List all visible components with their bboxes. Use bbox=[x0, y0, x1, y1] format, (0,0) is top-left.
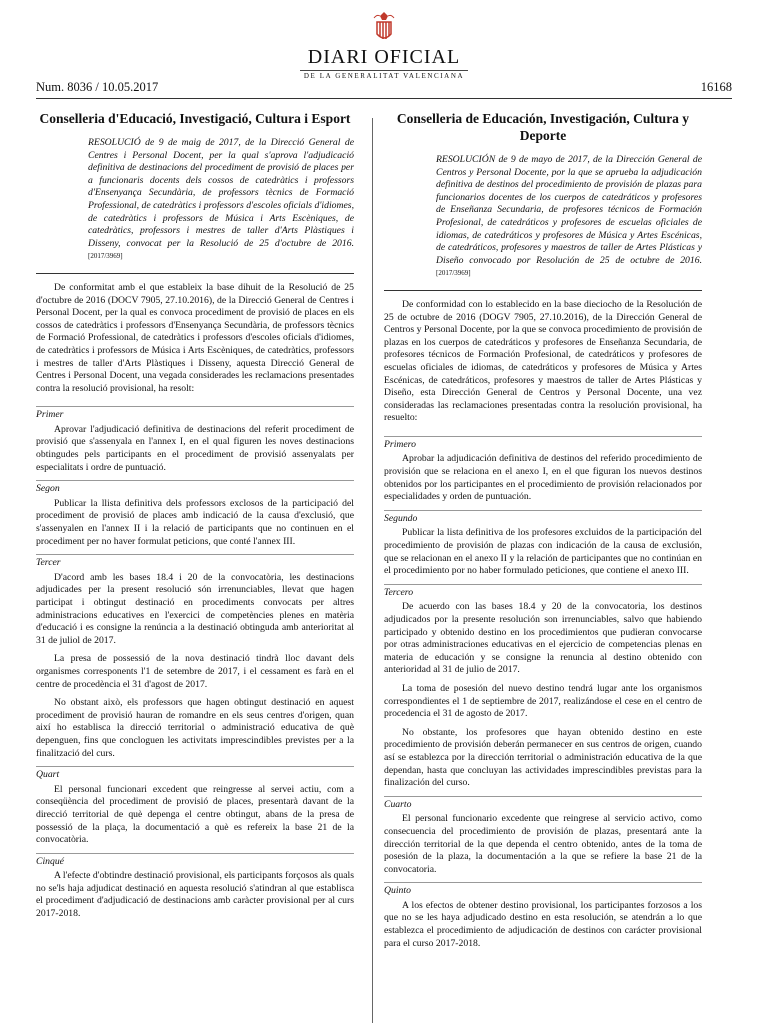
section-heading: Tercero bbox=[384, 584, 702, 600]
valencian-column bbox=[36, 110, 354, 927]
intro-paragraph: De conformidad con lo establecido en la base dieciocho de la Resolución de 25 de octubre de 2016 (DOGV 7905, 27.10.2016), de la Dirección General de Centros y Personal Docente, por la que se convoca procedimiento de provisión de plazas en los cuerpos de catedráticos y profesores de Enseñanza Secundaria, de profesores técnicos de Formación Profesional, de catedráticos y profesores de escuelas oficiales de idiomas, de catedráticos y profesores de Música y Artes Escénicas, de catedráticos, profesores y maestros de taller de Artes Plásticas y Diseño, esta Dirección General de Centros y Personal Docente, una vez consideradas las reclamaciones presentadas contra la resolución provisional, ha resuelto: bbox=[384, 298, 702, 424]
section-paragraph: No obstant això, els professors que hagen obtingut destinació en aquest procediment de provisió hauran de romandre en els seus centres d'origen, quan així ho establisca la direcció territorial o administració educativa de què depenguen, fins que concloguen les activitats imprescindibles previstes per a la finalització del curs. bbox=[36, 697, 354, 759]
section-paragraph: La presa de possessió de la nova destinació tindrà lloc davant dels organismes corresponents l'1 de setembre de 2017, i el cessament es farà en el centre de procedència el 31 d'agost de 2017. bbox=[36, 653, 354, 690]
sections bbox=[384, 436, 702, 950]
resolution-text: RESOLUCIÓN de 9 de mayo de 2017, de la Dirección General de Centros y Personal Docente, por la que se aprueba la adjudicación definitiva de destinos del procedimiento de provisión de plazas para funcionarios docentes de los cuerpos de catedráticos y profesores de Enseñanza Secundaria, de profesores técnicos de Formación Profesional, de catedráticos y profesores de escuelas oficiales de idiomas, de catedráticos y profesores de Música y Artes Escénicas, de catedráticos, profesores y maestros de taller de Artes Plásticas y Diseño convocado por Resolución de 25 de octubre de 2016. bbox=[436, 154, 702, 266]
section-paragraph: Publicar la llista definitiva dels professors exclosos de la participació del procediment de provisió de places amb indicació de la causa d'exclusió, que s'assenyalen en l'annex II i la relació de participants que no continuen en el procediment per no haver formulat peticions, que conté l'annex III. bbox=[36, 497, 354, 547]
section-paragraph: D'acord amb les bases 18.4 i 20 de la convocatòria, les destinacions adjudicades per la present resolució són irrenunciables, llevat que hagen participat i obtingut destinació en procediments convocats per altres administracions educatives en l'exercici de competències plenes en matèria d'educació i es consigne la renúncia a la destinació obtinguda amb anterioritat al 31 de juliol de 2017. bbox=[36, 571, 354, 646]
reference-code: [2017/3969] bbox=[88, 252, 123, 261]
section-rule bbox=[384, 290, 702, 291]
section-heading: Quinto bbox=[384, 882, 702, 898]
intro-paragraph: De conformitat amb el que estableix la base dihuit de la Resolució de 25 d'octubre de 2016 (DOCV 7905, 27.10.2016), de la Direcció General de Centres i Personal Docent, per la qual es convoca procediment de provisió de places en els cossos de catedràtics i professors d'Ensenyança Secundària, de professors tècnics de Formació Professional, de catedràtics i professors d'escoles oficials d'idiomes, de catedràtics i professors de Música i Arts Escèniques, de catedràtics, professors i mestres de taller d'Arts Plàstiques i Disseny, aquesta Direcció General de Centres i Personal Docent, una vegada considerades les reclamacions presentades contra la resolució provisional, ha resolt: bbox=[36, 281, 354, 394]
section-paragraph: Publicar la lista definitiva de los profesores excluidos de la participación del procedimiento de provisión de plazas con indicación de la causa de exclusión, que se relacionan en el anexo II y la relación de participantes que no continúan en el procedimiento por no haber formulado peticiones, que contiene el anexo III. bbox=[384, 527, 702, 577]
section-paragraph: El personal funcionario excedente que reingrese al servicio activo, como consecuencia del procedimiento de provisión de plazas, presentará ante la dirección territorial de la que dependa el centro obtenido, antes de la toma de posesión de la plaza, la documentación a la que se refiere la base 21 de la convocatoria. bbox=[384, 813, 702, 875]
section-paragraph: Aprobar la adjudicación definitiva de destinos del referido procedimiento de provisión que se relaciona en el anexo I, en el que figuran los nuevos destinos obtenidos por los participantes en el procedimiento de provisión relacionados por especialidades y orden de puntuación. bbox=[384, 453, 702, 503]
sections bbox=[36, 406, 354, 920]
coat-of-arms-icon bbox=[369, 10, 399, 44]
section-paragraph: Aprovar l'adjudicació definitiva de destinacions del referit procediment de provisió que s'assenyala en l'annex I, en el qual figuren les noves destinacions obtingudes pels participants en el procediment de provisió assenyalats per especialitats i ordre de puntuació. bbox=[36, 423, 354, 473]
section-heading: Primero bbox=[384, 436, 702, 452]
page-header bbox=[0, 0, 768, 100]
resolution-summary bbox=[36, 137, 354, 263]
section-paragraph: A los efectos de obtener destino provisional, los participantes forzosos a los que no se les haya adjudicado destino en esta resolución, se atendrán a lo que establezca el procedimiento de adjudicación de destinos con carácter provisional para el curso 2017-2018. bbox=[384, 899, 702, 949]
dogv-logo bbox=[300, 10, 468, 80]
page-number: 16168 bbox=[700, 80, 732, 94]
department-title: Conselleria de Educación, Investigación, Cultura y Deporte bbox=[396, 111, 690, 143]
section-heading: Cinqué bbox=[36, 853, 354, 869]
section-paragraph: A l'efecte d'obtindre destinació provisional, els participants forçosos als quals no se'ls haja adjudicat destinació en aquesta resolució s'atindran al que establisca el procediment d'adjudicació de destinacions amb caràcter provisional per al curs 2017-2018. bbox=[36, 870, 354, 920]
header-rule bbox=[36, 98, 732, 99]
section-heading: Segundo bbox=[384, 510, 702, 526]
section-heading: Primer bbox=[36, 406, 354, 422]
column-divider bbox=[372, 118, 373, 1023]
logo-title: DIARI OFICIAL bbox=[307, 46, 461, 68]
section-heading: Cuarto bbox=[384, 796, 702, 812]
issue-number: Num. 8036 / 10.05.2017 bbox=[36, 80, 159, 94]
section-heading: Segon bbox=[36, 480, 354, 496]
spanish-column bbox=[384, 110, 702, 956]
section-paragraph: No obstante, los profesores que hayan obtenido destino en este procedimiento de provisión deberán permanecer en sus centros de origen, cuando así se establezca por la dirección territorial o administración educativa de la que dependan, hasta que concluyan las actividades imprescindibles previstas para la finalización del curso. bbox=[384, 726, 702, 789]
section-paragraph: El personal funcionari excedent que reingresse al servei actiu, com a conseqüència del procediment de provisió de places, presentarà davant de la direcció territorial de què depenga el centre obtingut, abans de la presa de possessió de la plaça, la documentació a què es refereix la base 21 de la convocatòria. bbox=[36, 783, 354, 846]
resolution-text: RESOLUCIÓ de 9 de maig de 2017, de la Direcció General de Centres i Personal Docent, per la qual s'aprova l'adjudicació definitiva de destinacions del procediment de provisió de places per a funcionaris docents dels cossos de catedràtics i professors d'Ensenyança Secundària, de professors tècnics de Formació Professional, de catedràtics i professors d'escoles oficials d'idiomes, de catedràtics i professors de Música i Arts Escèniques, de catedràtics, professors i mestres de taller d'Arts Plàstiques i Disseny, convocat per la Resolució de 25 d'octubre de 2016. bbox=[88, 137, 354, 249]
department-title: Conselleria d'Educació, Investigació, Cultura i Esport bbox=[39, 111, 351, 126]
section-paragraph: La toma de posesión del nuevo destino tendrá lugar ante los organismos correspondientes el 1 de septiembre de 2017, realizándose el cese en el centro de procedencia el 31 de agosto de 2017. bbox=[384, 682, 702, 720]
section-paragraph: De acuerdo con las bases 18.4 y 20 de la convocatoria, los destinos adjudicados por la presente resolución son irrenunciables, salvo que habiendo participado y obtenido destino en los procedimientos que pudieran convocarse por otras administraciones educativas en el ejercicio de competencias plenas en materia de educación y se consigne la renuncia al destino obtenido con anterioridad al 31 de julio de 2017. bbox=[384, 601, 702, 676]
logo-subtitle: DE LA GENERALITAT VALENCIANA bbox=[300, 70, 468, 80]
section-heading: Quart bbox=[36, 766, 354, 782]
section-heading: Tercer bbox=[36, 554, 354, 570]
section-rule bbox=[36, 273, 354, 274]
resolution-summary bbox=[384, 154, 702, 280]
reference-code: [2017/3969] bbox=[436, 269, 471, 278]
